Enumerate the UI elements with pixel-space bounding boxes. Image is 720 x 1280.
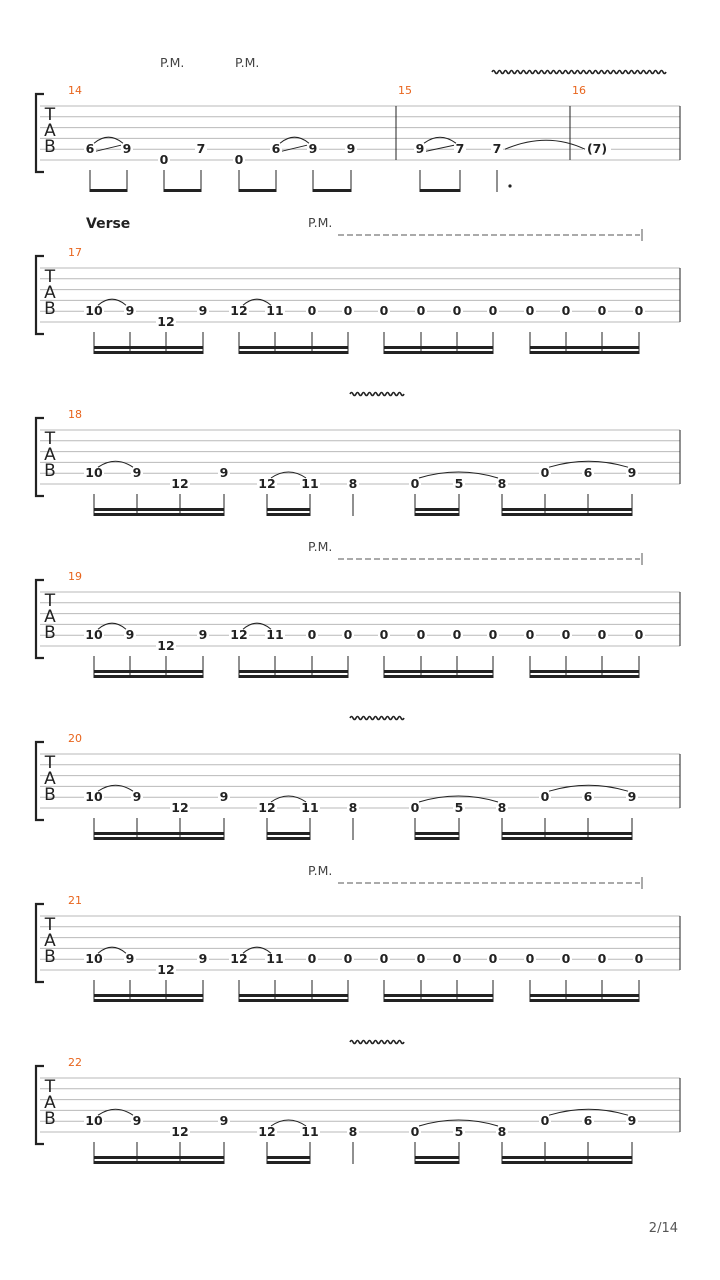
- fret-number: 8: [497, 476, 507, 491]
- fret-number: 8: [497, 800, 507, 815]
- fret-number: 6: [583, 465, 593, 481]
- fret-number: 0: [343, 951, 353, 967]
- fret-number: 6: [271, 141, 281, 157]
- palm-mute-label: P.M.: [308, 215, 333, 230]
- beam: [384, 994, 493, 997]
- fret-number: 0: [561, 627, 571, 643]
- beam: [415, 1156, 459, 1159]
- tab-clef-letter: T: [44, 267, 56, 287]
- fret-number: 9: [198, 951, 208, 967]
- tab-clef-letter: A: [44, 769, 56, 789]
- beam: [94, 1161, 224, 1164]
- beam: [267, 837, 310, 840]
- fret-number: 12: [258, 1124, 276, 1139]
- fret-number: 0: [416, 627, 426, 643]
- beam: [530, 994, 639, 997]
- fret-number: 10: [85, 951, 103, 967]
- fret-number: 0: [597, 951, 607, 967]
- beam: [530, 999, 639, 1002]
- beam: [267, 1156, 310, 1159]
- fret-number: 8: [348, 1124, 358, 1139]
- fret-number: 9: [122, 141, 132, 157]
- measure-number: 15: [398, 84, 412, 97]
- vibrato-mark: [350, 393, 404, 396]
- tab-clef-letter: A: [44, 1093, 56, 1113]
- fret-number: 0: [525, 627, 535, 643]
- fret-number: 9: [125, 951, 135, 967]
- fret-number: 7: [455, 141, 465, 157]
- tab-clef-letter: B: [44, 785, 56, 805]
- beam: [239, 346, 348, 349]
- beam: [267, 508, 310, 511]
- beam: [384, 999, 493, 1002]
- tab-clef-letter: B: [44, 947, 56, 967]
- section-label: Verse: [86, 216, 131, 232]
- fret-number: 0: [379, 951, 389, 967]
- beam: [239, 994, 348, 997]
- fret-number: 9: [219, 789, 229, 805]
- beam: [530, 670, 639, 673]
- tab-clef-letter: A: [44, 121, 56, 141]
- beam: [502, 837, 632, 840]
- tab-system: [36, 1041, 680, 1165]
- fret-number: 11: [266, 303, 284, 319]
- tab-clef-letter: A: [44, 607, 56, 627]
- fret-number: 0: [525, 951, 535, 967]
- beam: [502, 1156, 632, 1159]
- beam: [384, 675, 493, 678]
- fret-number: 10: [85, 627, 103, 643]
- palm-mute-label: P.M.: [308, 539, 333, 554]
- tab-clef-letter: T: [44, 753, 56, 773]
- fret-number: 8: [348, 800, 358, 815]
- fret-number: 0: [452, 303, 462, 319]
- fret-number: 0: [634, 303, 644, 319]
- fret-number: 10: [85, 465, 103, 481]
- fret-number: 11: [301, 1124, 319, 1139]
- fret-number: 8: [497, 1124, 507, 1139]
- beam: [94, 513, 224, 516]
- beam: [502, 832, 632, 835]
- fret-number: 7: [196, 141, 206, 157]
- fret-number: 0: [540, 465, 550, 481]
- tab-clef-letter: A: [44, 931, 56, 951]
- fret-number: 12: [230, 627, 248, 643]
- dot: [508, 184, 511, 187]
- measure-number: 20: [68, 732, 82, 745]
- beam: [415, 837, 459, 840]
- page-number: 2/14: [648, 1221, 678, 1236]
- fret-number: 12: [157, 962, 175, 977]
- beam: [94, 999, 203, 1002]
- beam: [94, 670, 203, 673]
- beam: [90, 189, 127, 192]
- fret-number: 12: [230, 303, 248, 319]
- beam: [94, 675, 203, 678]
- beam: [502, 1161, 632, 1164]
- beam: [267, 513, 310, 516]
- beam: [239, 999, 348, 1002]
- palm-mute-label: P.M.: [308, 863, 333, 878]
- fret-number: 7: [492, 141, 502, 157]
- fret-number: 12: [230, 951, 248, 967]
- beam: [94, 351, 203, 354]
- fret-number: 0: [525, 303, 535, 319]
- fret-number: 0: [561, 951, 571, 967]
- beam: [94, 837, 224, 840]
- beam: [94, 832, 224, 835]
- fret-number: 9: [198, 303, 208, 319]
- tab-clef-letter: A: [44, 445, 56, 465]
- measure-number: 14: [68, 84, 82, 97]
- fret-number: 10: [85, 789, 103, 805]
- tie-arc: [505, 140, 585, 149]
- fret-number: 12: [258, 800, 276, 815]
- beam: [530, 675, 639, 678]
- fret-number: 12: [171, 476, 189, 491]
- fret-number: 0: [307, 627, 317, 643]
- fret-number: 10: [85, 1113, 103, 1129]
- fret-number: 9: [132, 1113, 142, 1129]
- beam: [415, 508, 459, 511]
- fret-number: 0: [597, 627, 607, 643]
- beam: [502, 508, 632, 511]
- vibrato-mark: [492, 71, 666, 74]
- fret-number: 12: [157, 638, 175, 653]
- beam: [94, 508, 224, 511]
- fret-number: 11: [266, 951, 284, 967]
- beam: [415, 1161, 459, 1164]
- fret-number: 0: [234, 152, 244, 167]
- beam: [94, 994, 203, 997]
- vibrato-mark: [350, 717, 404, 720]
- tab-clef-letter: T: [44, 591, 56, 611]
- beam: [530, 351, 639, 354]
- beam: [384, 346, 493, 349]
- tab-system: [36, 717, 680, 841]
- fret-number: 0: [488, 627, 498, 643]
- fret-number: 0: [343, 627, 353, 643]
- fret-number: 0: [561, 303, 571, 319]
- measure-number: 21: [68, 894, 82, 907]
- fret-number: 0: [159, 152, 169, 167]
- tab-clef-letter: B: [44, 461, 56, 481]
- tab-system: [36, 539, 680, 678]
- fret-number: 0: [634, 627, 644, 643]
- fret-number: 0: [343, 303, 353, 319]
- fret-number: 0: [597, 303, 607, 319]
- fret-number: 9: [132, 465, 142, 481]
- fret-number: 12: [171, 800, 189, 815]
- beam: [530, 346, 639, 349]
- fret-number: 9: [627, 1113, 637, 1129]
- fret-number: 12: [258, 476, 276, 491]
- fret-number: 9: [308, 141, 318, 157]
- beam: [420, 189, 460, 192]
- fret-number: 9: [219, 1113, 229, 1129]
- tab-clef-letter: B: [44, 623, 56, 643]
- tab-clef-letter: T: [44, 105, 56, 125]
- fret-number: 9: [415, 141, 425, 157]
- measure-number: 22: [68, 1056, 82, 1069]
- beam: [415, 513, 459, 516]
- fret-number: 9: [132, 789, 142, 805]
- fret-number: 0: [540, 1113, 550, 1129]
- fret-number: 5: [454, 1124, 464, 1139]
- fret-number: 12: [171, 1124, 189, 1139]
- beam: [502, 513, 632, 516]
- fret-number: 6: [583, 789, 593, 805]
- fret-number: 6: [583, 1113, 593, 1129]
- fret-number: 11: [301, 800, 319, 815]
- fret-number: 9: [627, 789, 637, 805]
- beam: [267, 832, 310, 835]
- palm-mute-label: P.M.: [235, 55, 260, 70]
- tab-system: [36, 55, 680, 192]
- measure-number: 19: [68, 570, 82, 583]
- beam: [94, 1156, 224, 1159]
- fret-number: 9: [627, 465, 637, 481]
- measure-number: 17: [68, 246, 82, 259]
- palm-mute-label: P.M.: [160, 55, 185, 70]
- fret-number: 0: [540, 789, 550, 805]
- fret-number: 0: [410, 1124, 420, 1139]
- fret-number: 0: [488, 303, 498, 319]
- beam: [94, 346, 203, 349]
- slide-line: [426, 145, 454, 151]
- tab-clef-letter: B: [44, 299, 56, 319]
- measure-number: 16: [572, 84, 586, 97]
- fret-number: 9: [125, 627, 135, 643]
- slide-line: [96, 145, 121, 151]
- fret-number: 9: [346, 141, 356, 157]
- fret-number: 0: [410, 476, 420, 491]
- beam: [313, 189, 351, 192]
- fret-number: 12: [157, 314, 175, 329]
- fret-number: 0: [634, 951, 644, 967]
- fret-number: 10: [85, 303, 103, 319]
- fret-number: 6: [85, 141, 95, 157]
- slide-line: [282, 145, 307, 151]
- fret-number: 0: [379, 627, 389, 643]
- fret-number: 11: [301, 476, 319, 491]
- tab-system: [36, 393, 680, 517]
- tab-clef-letter: T: [44, 1077, 56, 1097]
- tab-clef-letter: T: [44, 429, 56, 449]
- fret-number: 0: [379, 303, 389, 319]
- beam: [415, 832, 459, 835]
- fret-number: 0: [307, 303, 317, 319]
- fret-number: 5: [454, 476, 464, 491]
- fret-number: 0: [307, 951, 317, 967]
- beam: [384, 670, 493, 673]
- beam: [164, 189, 201, 192]
- measure-number: 18: [68, 408, 82, 421]
- fret-number: 8: [348, 476, 358, 491]
- fret-number: 9: [125, 303, 135, 319]
- fret-number: 0: [488, 951, 498, 967]
- tab-clef-letter: T: [44, 915, 56, 935]
- fret-number: 0: [452, 951, 462, 967]
- fret-number: 5: [454, 800, 464, 815]
- tab-clef-letter: B: [44, 1109, 56, 1129]
- fret-number: 9: [198, 627, 208, 643]
- fret-number: 0: [452, 627, 462, 643]
- beam: [239, 351, 348, 354]
- fret-number: 0: [416, 303, 426, 319]
- fret-number: 0: [410, 800, 420, 815]
- tab-system: [36, 863, 680, 1002]
- beam: [239, 189, 276, 192]
- vibrato-mark: [350, 1041, 404, 1044]
- beam: [267, 1161, 310, 1164]
- tab-clef-letter: A: [44, 283, 56, 303]
- tab-system: [36, 215, 680, 354]
- tab-clef-letter: B: [44, 137, 56, 157]
- fret-number: 11: [266, 627, 284, 643]
- beam: [384, 351, 493, 354]
- fret-number: 0: [416, 951, 426, 967]
- fret-number: (7): [586, 141, 608, 157]
- fret-number: 9: [219, 465, 229, 481]
- beam: [239, 670, 348, 673]
- beam: [239, 675, 348, 678]
